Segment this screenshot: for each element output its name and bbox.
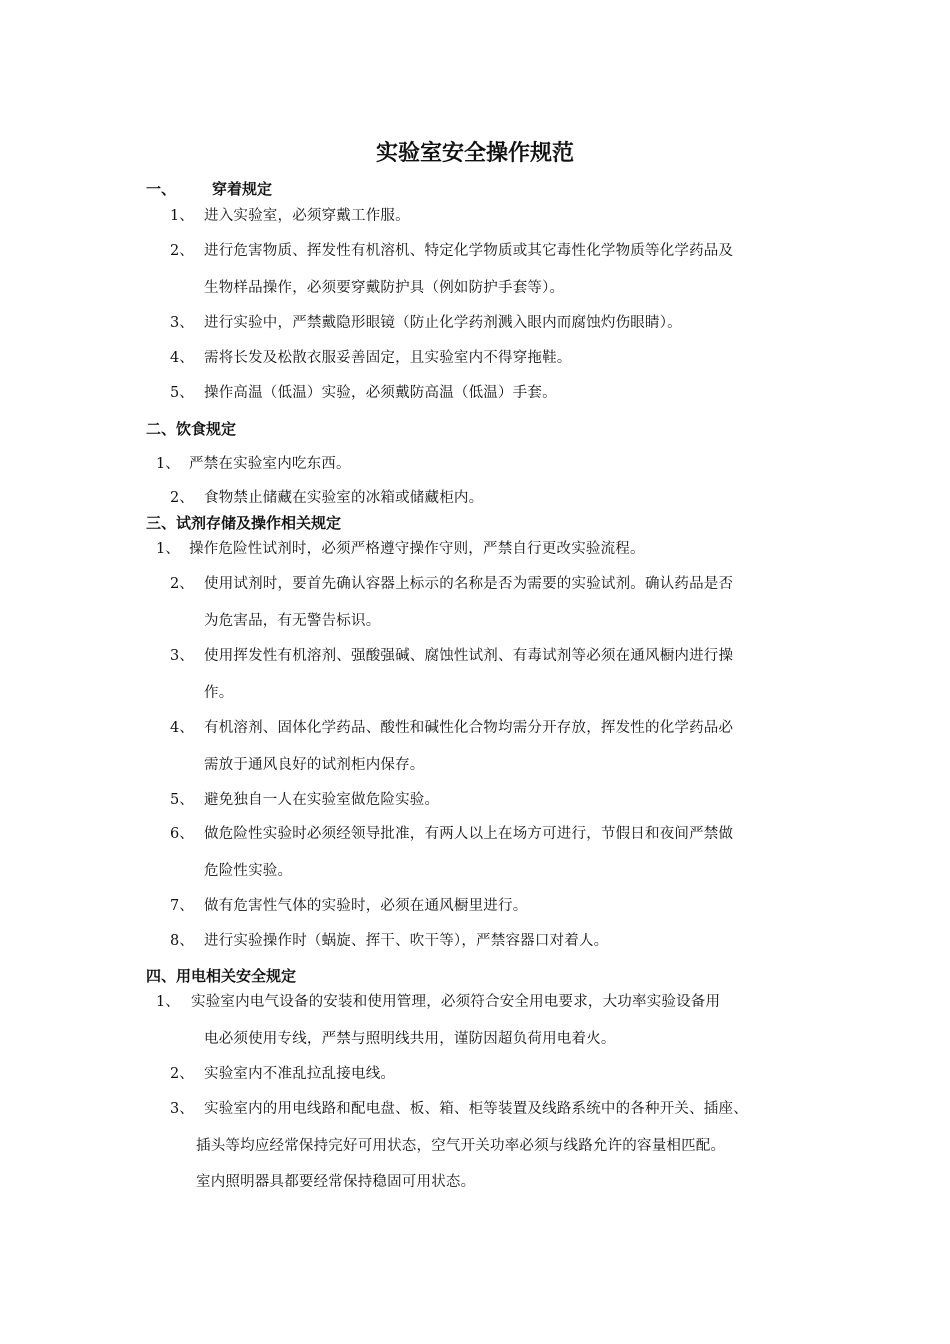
item-text: 有机溶剂、固体化学药品、酸性和碱性化合物均需分开存放，挥发性的化学药品必	[204, 720, 734, 736]
item-text: 操作高温（低温）实验，必须戴防高温（低温）手套。	[204, 385, 557, 401]
item-text: 避免独自一人在实验室做危险实验。	[204, 792, 440, 808]
section-2-heading: 二、饮食规定	[146, 420, 237, 438]
item-text: 实验室内电气设备的安装和使用管理，必须符合安全用电要求，大功率实验设备用	[191, 994, 721, 1010]
section-4-heading: 四、用电相关安全规定	[146, 967, 297, 985]
item-number: 6、	[170, 826, 194, 842]
item-text-continued: 室内照明器具都要经常保持稳固可用状态。	[196, 1174, 476, 1190]
item-number: 1、	[170, 208, 194, 224]
item-text: 做有危害性气体的实验时，必须在通风橱里进行。	[204, 898, 528, 914]
item-text-continued: 电必须使用专线，严禁与照明线共用，谨防因超负荷用电着火。	[204, 1031, 616, 1047]
item-text: 进行实验中，严禁戴隐形眼镜（防止化学药剂溅入眼内而腐蚀灼伤眼睛）。	[204, 315, 682, 331]
item-text: 实验室内的用电线路和配电盘、板、箱、柜等装置及线路系统中的各种开关、插座、	[204, 1101, 748, 1117]
item-text: 做危险性实验时必须经领导批准，有两人以上在场方可进行，节假日和夜间严禁做	[204, 826, 734, 842]
item-text-continued: 危险性实验。	[204, 863, 293, 879]
item-text: 使用挥发性有机溶剂、强酸强碱、腐蚀性试剂、有毒试剂等必须在通风橱内进行操	[204, 648, 734, 664]
item-number: 8、	[170, 933, 194, 949]
item-number: 5、	[170, 385, 194, 401]
item-text: 进行实验操作时（蜗旋、挥干、吹干等），严禁容器口对着人。	[204, 933, 609, 949]
item-text: 严禁在实验室内吃东西。	[189, 456, 351, 472]
item-number: 1、	[156, 994, 180, 1010]
item-number: 1、	[156, 541, 180, 557]
item-text: 进入实验室，必须穿戴工作服。	[204, 208, 410, 224]
item-number: 4、	[170, 720, 194, 736]
item-text: 使用试剂时，要首先确认容器上标示的名称是否为需要的实验试剂。确认药品是否	[204, 576, 734, 592]
item-number: 2、	[170, 243, 194, 259]
item-text: 食物禁止储藏在实验室的冰箱或储藏柜内。	[204, 490, 484, 506]
item-number: 2、	[170, 576, 194, 592]
item-text-continued: 需放于通风良好的试剂柜内保存。	[204, 757, 425, 773]
page-title: 实验室安全操作规范	[375, 141, 574, 166]
section-1-number: 一、	[146, 180, 177, 198]
item-number: 3、	[170, 1101, 194, 1117]
item-text-continued: 插头等均应经常保持完好可用状态，空气开关功率必须与线路允许的容量相匹配。	[196, 1138, 726, 1154]
section-1-heading: 穿着规定	[212, 180, 273, 198]
item-text: 进行危害物质、挥发性有机溶机、特定化学物质或其它毒性化学物质等化学药品及	[204, 243, 734, 259]
item-text-continued: 作。	[204, 685, 234, 701]
item-number: 1、	[156, 456, 180, 472]
section-3-heading: 三、试剂存储及操作相关规定	[146, 514, 342, 532]
item-number: 3、	[170, 315, 194, 331]
item-number: 2、	[170, 1066, 194, 1082]
item-text-continued: 生物样品操作，必须要穿戴防护具（例如防护手套等）。	[204, 280, 565, 296]
item-text: 操作危险性试剂时，必须严格遵守操作守则，严禁自行更改实验流程。	[189, 541, 645, 557]
item-number: 3、	[170, 648, 194, 664]
item-text: 需将长发及松散衣服妥善固定，且实验室内不得穿拖鞋。	[204, 350, 572, 366]
item-number: 4、	[170, 350, 194, 366]
item-text: 实验室内不准乱拉乱接电线。	[204, 1066, 396, 1082]
item-number: 2、	[170, 490, 194, 506]
item-number: 5、	[170, 792, 194, 808]
item-text-continued: 为危害品，有无警告标识。	[204, 613, 381, 629]
item-number: 7、	[170, 898, 194, 914]
